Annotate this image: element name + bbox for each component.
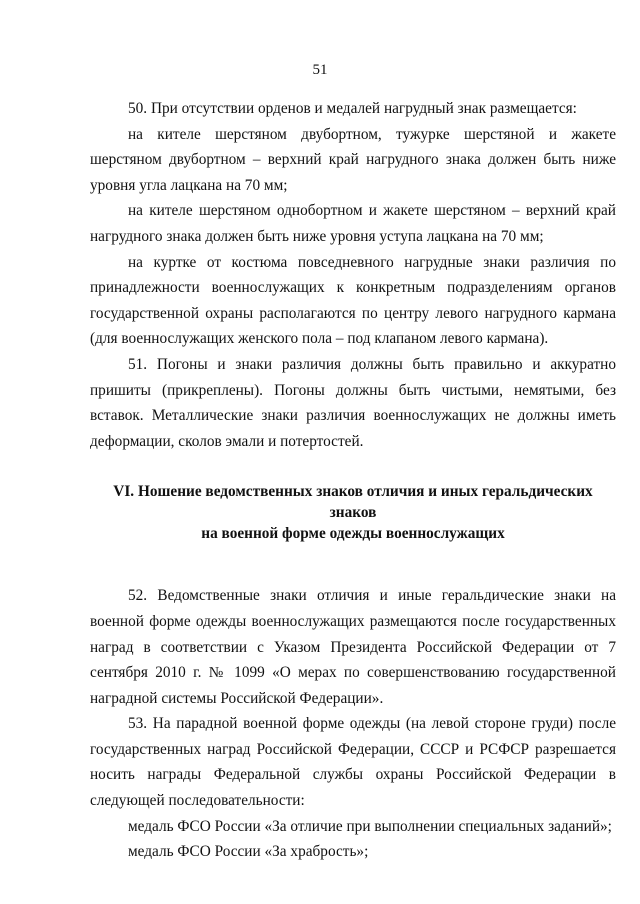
paragraph-51: 51. Погоны и знаки различия должны быть правильно и аккуратно пришиты (прикреплены). Погоны должны быть чистыми, немятыми, без вставок. Металлические знаки различия военнослужащих не должны иметь деформации, сколов эмали и потертостей. <box>90 355 616 450</box>
page-number: 51 <box>312 62 328 78</box>
paragraph-53-item-special-tasks-medal: медаль ФСО России «За отличие при выполнении специальных заданий»; <box>128 817 612 835</box>
paragraph-53-item-bravery-medal: медаль ФСО России «За храбрость»; <box>128 843 369 861</box>
paragraph-50-item-jacket: на куртке от костюма повседневного нагрудные знаки различия по принадлежности военнослужащих к конкретным подразделениям органов государственной охраны располагаются по центру левого нагрудного кармана (для военнослужащих женского пола – под клапаном левого кармана). <box>90 253 616 348</box>
paragraph-50-item-double-breasted: на кителе шерстяном двубортном, тужурке шерстяной и жакете шерстяном двубортном – верхний край нагрудного знака должен быть ниже уровня угла лацкана на 70 мм; <box>90 125 616 194</box>
section-heading <box>90 481 616 544</box>
section-heading-line-2: на военной форме одежды военнослужащих <box>201 525 505 543</box>
paragraph-53: 53. На парадной военной форме одежды (на левой стороне груди) после государственных наград Российской Федерации, СССР и РСФСР разрешается носить награды Федеральной службы охраны Российской Федерации в следующей последовательности: <box>90 715 616 810</box>
paragraph-50: 50. При отсутствии орденов и медалей нагрудный знак размещается: <box>128 100 577 117</box>
document-body <box>90 96 616 865</box>
paragraph-52: 52. Ведомственные знаки отличия и иные геральдические знаки на военной форме одежды военнослужащих размещаются после государственных наград в соответствии с Указом Президента Российской Федерации от 7 сентября 2010 г. № 1099 «О мерах по совершенствованию государственной наградной системы Российской Федерации». <box>90 587 616 707</box>
paragraph-50-item-single-breasted: на кителе шерстяном однобортном и жакете шерстяном – верхний край нагрудного знака должен быть ниже уровня уступа лацкана на 70 мм; <box>90 202 616 245</box>
section-spacer <box>90 571 616 583</box>
section-heading-line-1: VI. Ношение ведомственных знаков отличия и иных геральдических знаков <box>113 483 593 522</box>
